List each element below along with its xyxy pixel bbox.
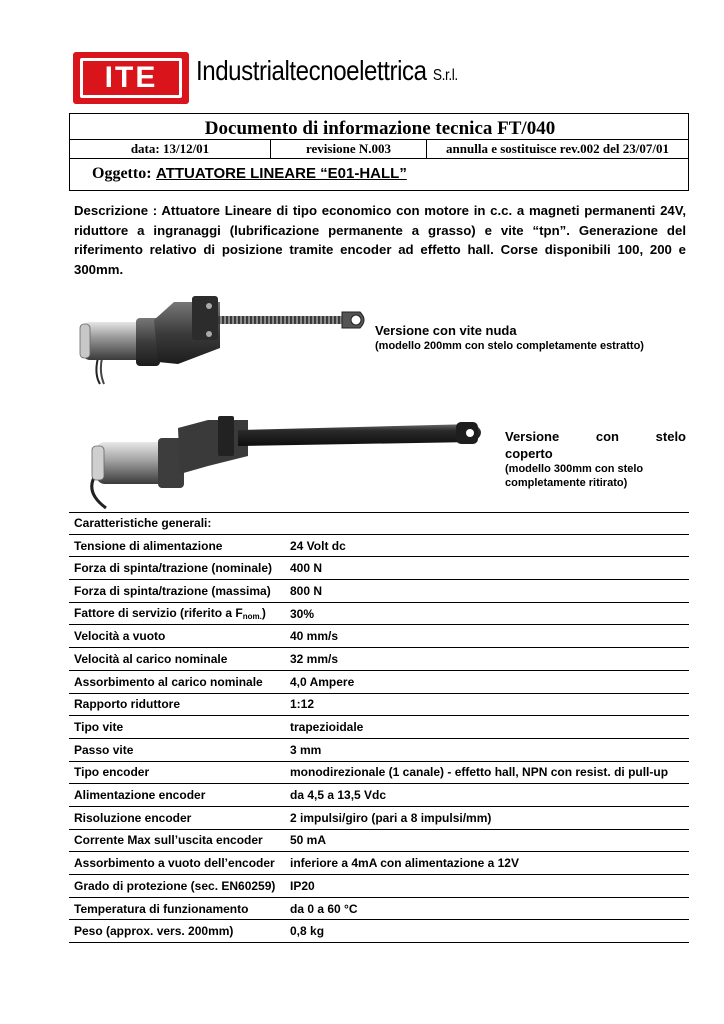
- spec-value: 0,8 kg: [290, 924, 325, 939]
- version-bare-screw-caption: [375, 322, 685, 353]
- spec-value: 30%: [290, 606, 315, 621]
- spec-label: Tensione di alimentazione: [74, 538, 223, 553]
- spec-value: da 0 a 60 °C: [290, 901, 358, 916]
- subject-value: ATTUATORE LINEARE “E01-HALL”: [155, 165, 407, 182]
- spec-label: Rapporto riduttore: [74, 697, 180, 712]
- spec-label: Risoluzione encoder: [74, 810, 192, 825]
- spec-label: Corrente Max sull’uscita encoder: [74, 833, 263, 848]
- spec-label: Alimentazione encoder: [74, 788, 206, 803]
- spec-value: 2 impulsi/giro (pari a 8 impulsi/mm): [290, 810, 492, 825]
- specs-heading-row: [69, 512, 689, 535]
- spec-value: 24 Volt dc: [290, 538, 346, 553]
- company-name: [196, 54, 458, 93]
- table-row: [69, 648, 689, 671]
- spec-value: trapezioidale: [290, 720, 364, 735]
- table-row: [69, 852, 689, 875]
- table-row: [69, 694, 689, 717]
- spec-label: Passo vite: [74, 742, 134, 757]
- spec-value: IP20: [290, 878, 315, 893]
- document-title: Documento di informazione tecnica FT/040: [204, 118, 556, 139]
- table-row: [69, 830, 689, 853]
- document-subject: [92, 165, 407, 183]
- spec-value: 1:12: [290, 697, 315, 712]
- table-row: [69, 580, 689, 603]
- version-covered-rod-note-line2: completamente ritirato): [505, 477, 628, 489]
- specs-table: [69, 512, 689, 943]
- logo-text: ITE: [104, 61, 158, 94]
- spec-label: Forza di spinta/trazione (nominale): [74, 561, 273, 576]
- spec-label: Temperatura di funzionamento: [74, 901, 249, 916]
- table-row: [69, 557, 689, 580]
- company-name-text: Industrialtecnoelettrica: [196, 55, 427, 86]
- spec-value: 50 mA: [290, 833, 327, 848]
- spec-value: da 4,5 a 13,5 Vdc: [290, 788, 387, 803]
- document-revision: revisione N.003: [271, 140, 427, 158]
- version-covered-rod-title-line2: coperto: [505, 446, 553, 461]
- version-covered-rod-title-line1: Versione con stelo: [505, 429, 686, 444]
- version-covered-rod-note-line1: (modello 300mm con stelo: [505, 463, 644, 475]
- actuator-covered-rod-photo: [78, 412, 490, 510]
- spec-label-end: ): [261, 606, 266, 621]
- table-row: [69, 716, 689, 739]
- table-row: [69, 762, 689, 785]
- spec-value: monodirezionale (1 canale) - effetto hall, NPN con resist. di pull-up: [290, 765, 669, 780]
- table-row: [69, 603, 689, 626]
- spec-value: 3 mm: [290, 742, 322, 757]
- spec-value: 4,0 Ampere: [290, 674, 355, 689]
- spec-label-subscript: nom.: [242, 612, 262, 622]
- spec-label: Forza di spinta/trazione (massima): [74, 583, 271, 598]
- spec-label-text: Fattore di servizio (riferito a F: [74, 606, 243, 621]
- spec-label: Velocità al carico nominale: [74, 651, 228, 666]
- spec-value: 400 N: [290, 561, 323, 576]
- table-row: [69, 920, 689, 943]
- product-description: Descrizione : Attuatore Lineare di tipo economico con motore in c.c. a magneti permanenti 24V, riduttore a ingranaggi (lubrificazione permanente a grasso) e vite “tpn”. Generazione del riferimento relativo di posizione tramite encoder ad effetto hall. Corse disponibili 100, 200 e 300mm.: [74, 203, 686, 277]
- specs-heading: Caratteristiche generali:: [74, 516, 212, 531]
- spec-label: Assorbimento a vuoto dell’encoder: [74, 856, 275, 871]
- spec-label: Assorbimento al carico nominale: [74, 674, 263, 689]
- table-row: [69, 784, 689, 807]
- spec-label: Velocità a vuoto: [74, 629, 166, 644]
- table-row: [69, 875, 689, 898]
- document-header-box: [69, 113, 689, 191]
- version-bare-screw-title: Versione con vite nuda: [375, 323, 517, 338]
- spec-value: 800 N: [290, 583, 323, 598]
- spec-label: Grado di protezione (sec. EN60259): [74, 878, 276, 893]
- spec-label: Tipo vite: [74, 720, 124, 735]
- version-bare-screw-note: (modello 200mm con stelo completamente estratto): [375, 340, 644, 352]
- table-row: [69, 898, 689, 921]
- actuator-bare-screw-photo: [74, 292, 370, 390]
- table-row: [69, 807, 689, 830]
- spec-value: 32 mm/s: [290, 651, 339, 666]
- company-suffix: S.r.l.: [432, 67, 458, 84]
- subject-label: Oggetto:: [92, 165, 152, 182]
- table-row: [69, 671, 689, 694]
- spec-label: Tipo encoder: [74, 765, 150, 780]
- spec-value: 40 mm/s: [290, 629, 339, 644]
- table-row: [69, 739, 689, 762]
- spec-value: inferiore a 4mA con alimentazione a 12V: [290, 856, 519, 871]
- document-date: data: 13/12/01: [70, 140, 271, 158]
- spec-label: [69, 606, 290, 621]
- version-covered-rod-caption: [505, 428, 686, 490]
- table-row: [69, 625, 689, 648]
- document-meta-row: [70, 139, 688, 159]
- table-row: [69, 535, 689, 558]
- company-logo: [73, 52, 189, 104]
- document-replaces: annulla e sostituisce rev.002 del 23/07/01: [446, 141, 669, 156]
- spec-label: Peso (approx. vers. 200mm): [74, 924, 234, 939]
